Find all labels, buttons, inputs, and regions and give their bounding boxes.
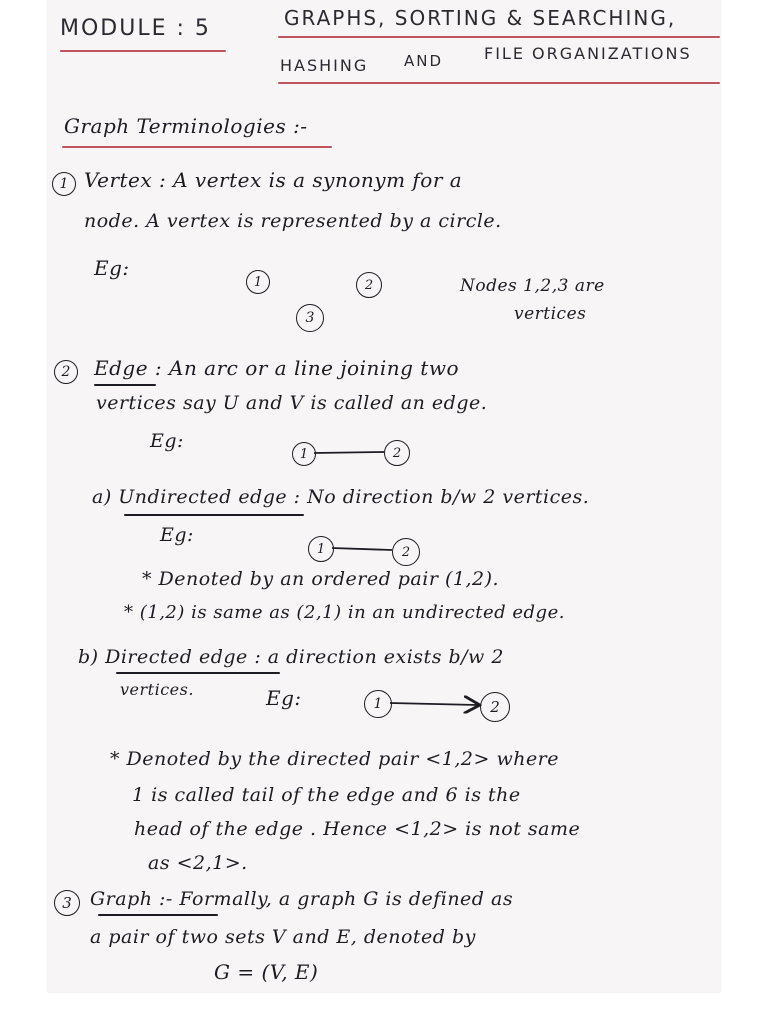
vertex-note-2: vertices — [514, 304, 587, 324]
edge-line-1: Edge : An arc or a line joining two — [94, 356, 459, 380]
vertex-node-2: 2 — [356, 272, 382, 298]
undirected-eg-label: Eg: — [160, 524, 194, 546]
edge-line-1-2 — [314, 452, 384, 453]
undirected-line-1-2 — [332, 548, 392, 550]
notebook-page — [48, 0, 720, 992]
directed-note-3: head of the edge . Hence <1,2> is not same — [134, 818, 581, 840]
directed-note-2: 1 is called tail of the edge and 6 is the — [132, 784, 521, 806]
edge-line-2: vertices say U and V is called an edge. — [96, 392, 488, 414]
vertex-node-3: 3 — [296, 304, 324, 332]
directed-arrow-1-2 — [390, 703, 478, 705]
graph-line-1: Graph :- Formally, a graph G is defined as — [90, 888, 514, 910]
undirected-note-1: * Denoted by an ordered pair (1,2). — [142, 568, 500, 590]
edge-node-2: 2 — [384, 440, 410, 466]
topic-line-2a: HASHING — [280, 56, 369, 75]
module-label: MODULE : 5 — [60, 16, 211, 41]
vertex-note-1: Nodes 1,2,3 are — [460, 276, 605, 296]
edge-eg-label: Eg: — [150, 430, 184, 452]
edge-lines — [48, 0, 720, 992]
undirected-title: a) Undirected edge : No direction b/w 2 vertices. — [92, 486, 590, 508]
vertex-node-1: 1 — [246, 270, 270, 294]
directed-eg-label: Eg: — [266, 686, 302, 710]
graph-line-2: a pair of two sets V and E, denoted by — [90, 926, 476, 948]
undirected-note-2: * (1,2) is same as (2,1) in an undirected edge. — [124, 602, 565, 623]
vertex-line-2: node. A vertex is represented by a circle. — [84, 210, 502, 232]
directed-node-1: 1 — [364, 690, 392, 718]
item-number-3: 3 — [54, 890, 80, 916]
edge-node-1: 1 — [292, 442, 316, 466]
item-number-2: 2 — [54, 360, 78, 384]
undirected-node-2: 2 — [392, 538, 420, 566]
directed-line-2: vertices. — [120, 680, 194, 699]
directed-note-4: as <2,1>. — [148, 852, 248, 874]
vertex-eg-label: Eg: — [94, 256, 130, 280]
directed-node-2: 2 — [480, 692, 510, 722]
directed-note-1: * Denoted by the directed pair <1,2> where — [110, 748, 560, 770]
topic-line-2b: AND — [404, 52, 444, 70]
topic-line-2c: FILE ORGANIZATIONS — [484, 44, 692, 63]
vertex-line-1: Vertex : A vertex is a synonym for a — [84, 168, 463, 192]
topic-line-1: GRAPHS, SORTING & SEARCHING, — [284, 6, 677, 30]
graph-formula: G = (V, E) — [214, 960, 319, 984]
directed-title: b) Directed edge : a direction exists b/w 2 — [78, 646, 504, 668]
undirected-node-1: 1 — [308, 536, 334, 562]
section-title: Graph Terminologies :- — [64, 114, 308, 138]
item-number-1: 1 — [52, 172, 76, 196]
